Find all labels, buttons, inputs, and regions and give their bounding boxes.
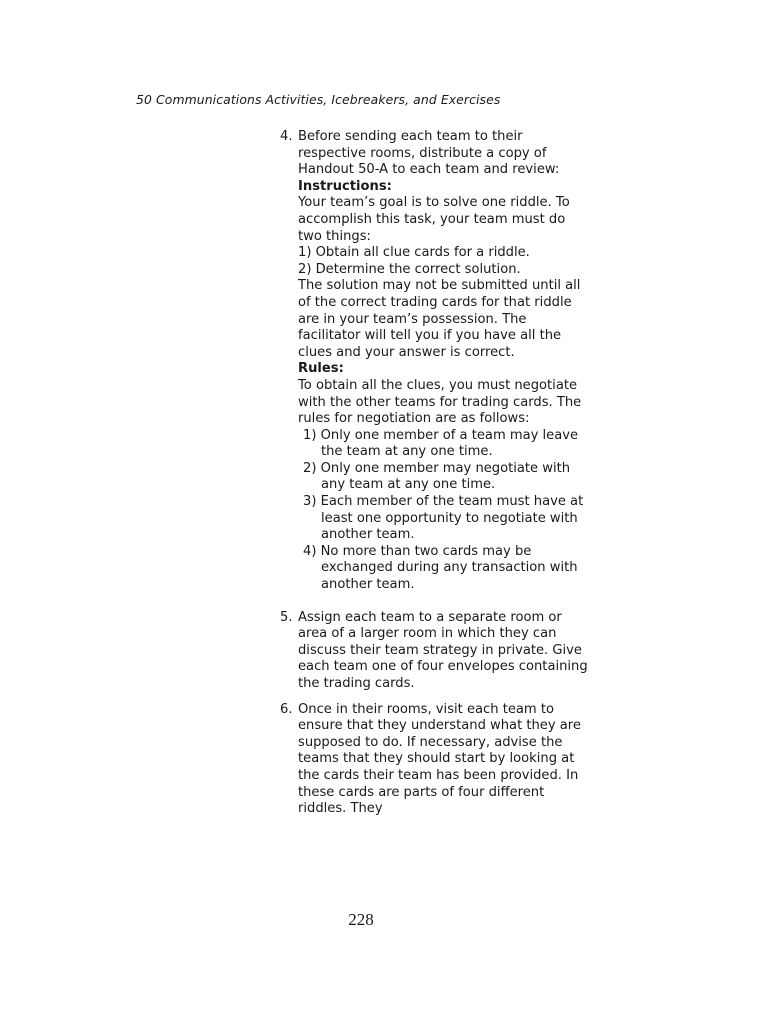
step-4 xyxy=(280,129,590,594)
rules-heading: Rules: xyxy=(298,361,344,377)
step-number: 5. xyxy=(280,609,293,625)
step-number: 6. xyxy=(280,701,293,717)
step-number: 4. xyxy=(280,129,293,144)
step-5 xyxy=(280,610,590,693)
running-head: 50 Communications Activities, Icebreakers, and Exercises xyxy=(136,92,501,107)
rule-item: 1) Only one member of a team may leave the team at any one time. xyxy=(303,427,579,460)
rule-item: 4) No more than two cards may be exchanged during any transaction with another team. xyxy=(303,543,578,593)
instructions-heading: Instructions: xyxy=(298,178,392,194)
rule-item: 2) Only one member may negotiate with any team at any one time. xyxy=(303,460,571,493)
rule-item: 3) Each member of the team must have at least one opportunity to negotiate with another team. xyxy=(303,494,584,543)
page-number: 228 xyxy=(348,910,374,929)
instructions-item: 2) Determine the correct solution. xyxy=(298,261,521,277)
instructions-intro: Your team’s goal is to solve one riddle. To accomplish this task, your team must do two things: xyxy=(298,195,570,244)
step-6 xyxy=(280,702,590,818)
instructions-note: The solution may not be submitted until all of the correct trading cards for that riddle are in your team’s possession. The facilitator will tell you if you have all the clues and your answer is correct. xyxy=(298,278,581,360)
step-text: Assign each team to a separate room or area of a larger room in which they can discuss their team strategy in private. Give each team one of four envelopes containing the trading cards. xyxy=(298,609,588,691)
instructions-item: 1) Obtain all clue cards for a riddle. xyxy=(298,245,530,261)
step-text: Once in their rooms, visit each team to ensure that they understand what they are supposed to do. If necessary, advise the teams that they should start by looking at the cards their team has been provided. In these cards are parts of four different riddles. They xyxy=(298,701,581,817)
page-body xyxy=(280,129,590,818)
rules-intro: To obtain all the clues, you must negotiate with the other teams for trading cards. The rules for negotiation are as follows: xyxy=(298,377,582,427)
step-text: Before sending each team to their respective rooms, distribute a copy of Handout 50-A to each team and review: xyxy=(298,129,560,178)
